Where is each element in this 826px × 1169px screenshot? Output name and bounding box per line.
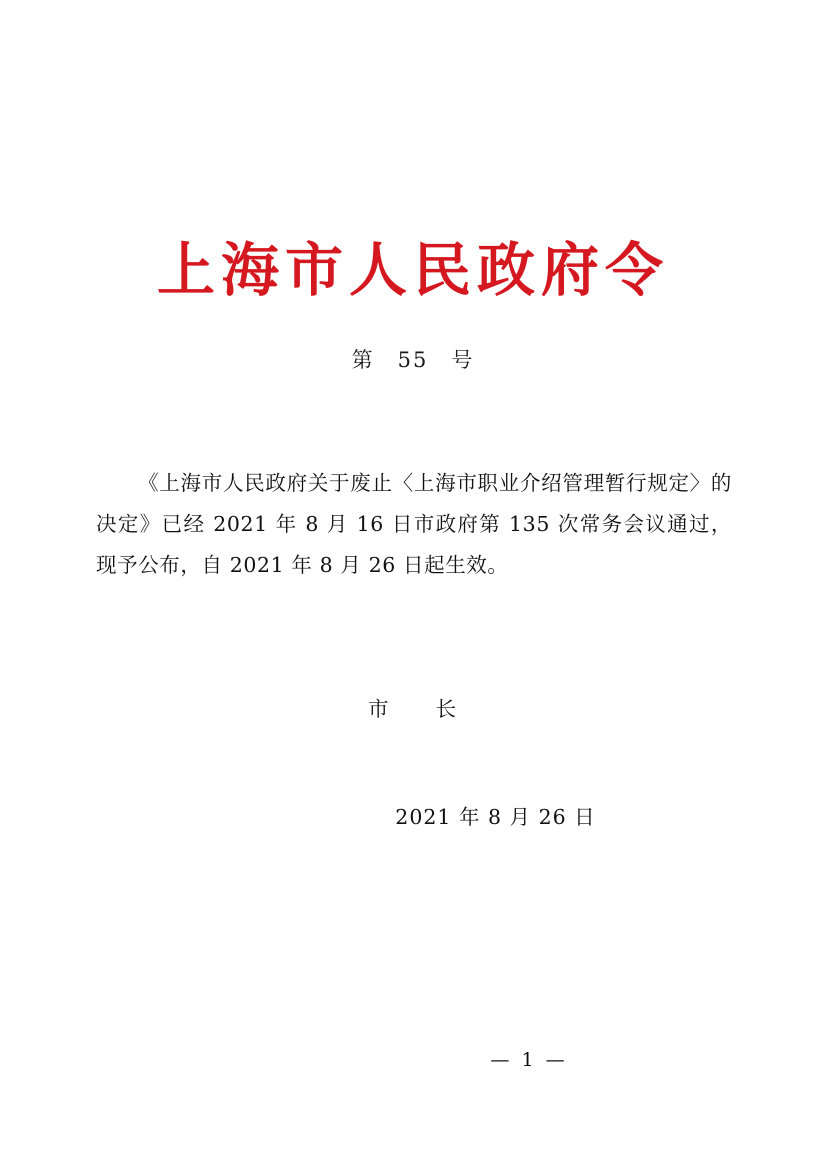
signature-date: 2021 年 8 月 26 日	[395, 805, 596, 829]
page-title: 上海市人民政府令	[156, 235, 669, 304]
signature-label: 市 长	[368, 697, 458, 721]
decree-number: 第 55 号	[351, 348, 475, 372]
decree-body-content: 《上海市人民政府关于废止〈上海市职业介绍管理暂行规定〉的决定》已经 2021 年 8 月 16 日市政府第 135 次常务会议通过，现予公布，自 2021 年 8 月 26 日起生效。	[96, 470, 732, 577]
decree-body-text	[96, 463, 732, 586]
page-number: — 1 —	[490, 1049, 568, 1071]
